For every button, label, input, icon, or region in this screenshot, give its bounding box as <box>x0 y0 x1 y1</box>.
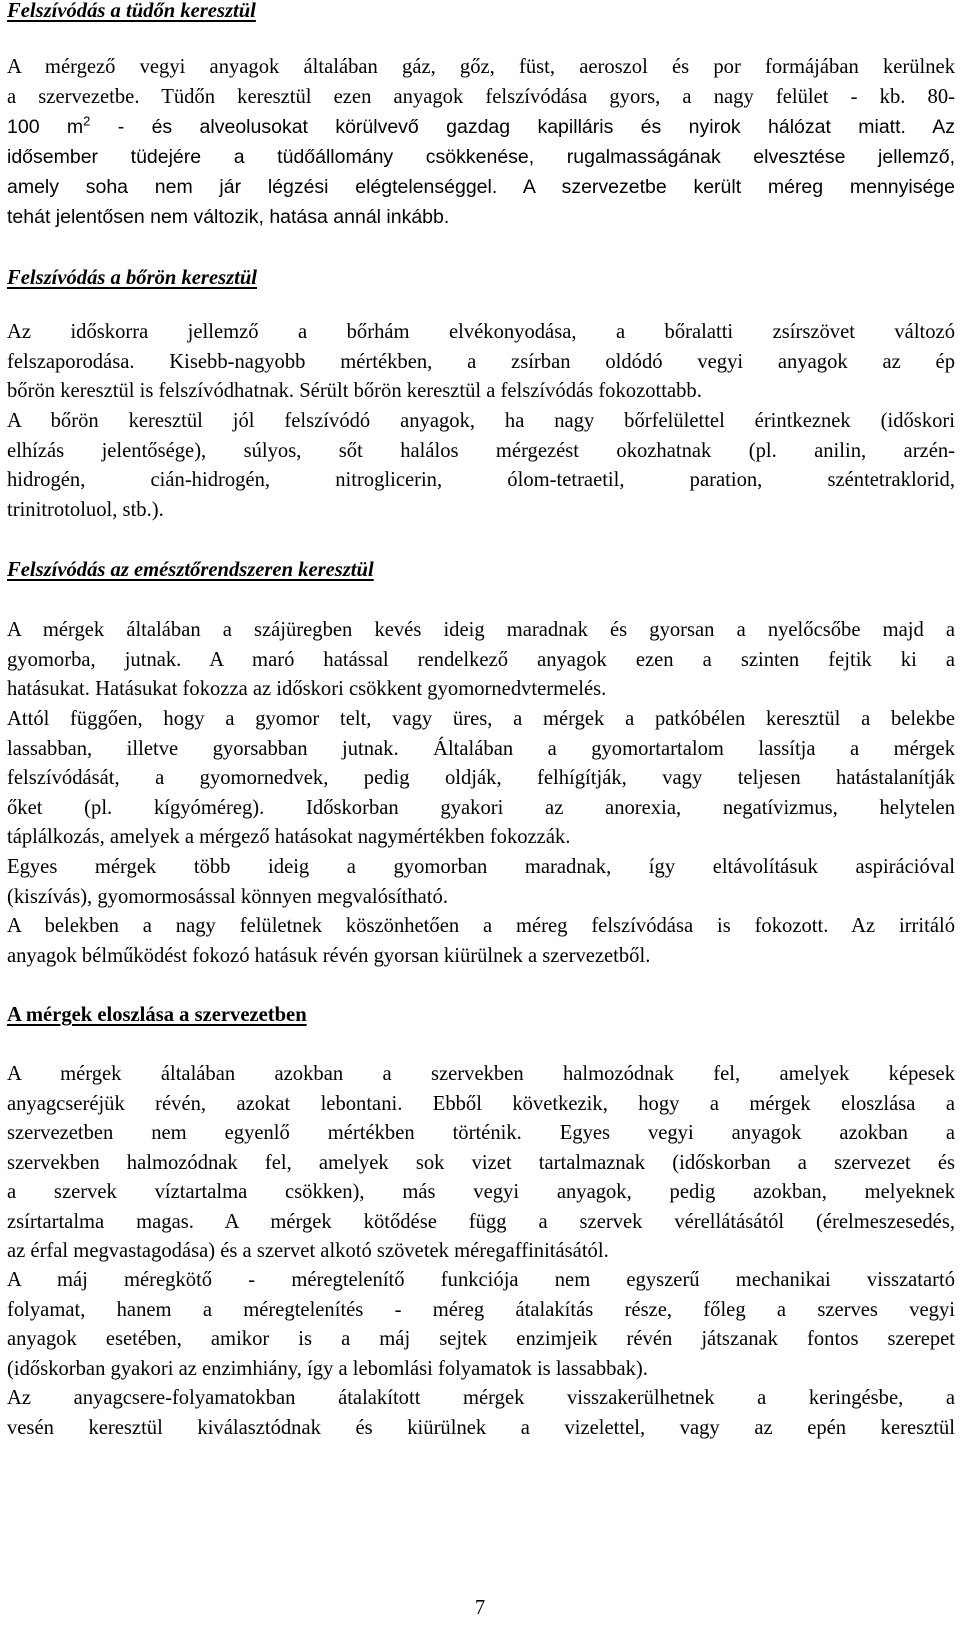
text-line: hidrogén, cián-hidrogén, nitroglicerin, ólom-tetraetil, paration, széntetraklorid, <box>7 469 955 491</box>
page-number: 7 <box>474 1597 486 1619</box>
paragraph-distribution-1 <box>7 1060 955 1267</box>
text-line: szervezetben nem egyenlő mértékben történik. Egyes vegyi anyagok azokban a <box>7 1122 955 1144</box>
text-line: vesén keresztül kiválasztódnak és kiürülnek a vizelettel, vagy az epén keresztül <box>7 1416 955 1439</box>
section-heading-skin: Felszívódás a bőrön keresztül <box>7 267 258 289</box>
text-line: felszaporodása. Kisebb-nagyobb mértékben, a zsírban oldódó vegyi anyagok az ép <box>7 350 955 373</box>
text-line: anyagok bélműködést fokozó hatásuk révén gyorsan kiürülnek a szervezetből. <box>7 944 651 967</box>
paragraph-digestive-3 <box>7 853 955 912</box>
text-line: tehát jelentősen nem változik, hatása annál inkább. <box>7 206 450 228</box>
text-line: folyamat, hanem a méregtelenítés - méreg átalakítás része, főleg a szerves vegyi <box>7 1298 955 1321</box>
text-line: Egyes mérgek több ideig a gyomorban maradnak, így eltávolításuk aspirációval <box>7 856 955 878</box>
text-line <box>7 112 955 142</box>
text-line: A belekben a nagy felületnek köszönhetően a méreg felszívódása is fokozott. Az irritáló <box>7 915 955 937</box>
section-heading-lung: Felszívódás a tüdőn keresztül <box>7 0 256 22</box>
paragraph-skin-1 <box>7 318 955 407</box>
text-line: a szervezetbe. Tüdőn keresztül ezen anyagok felszívódása gyors, a nagy felület - kb. 80- <box>7 86 955 108</box>
text-line: elhízás jelentősége), súlyos, sőt halálos mérgezést okozhatnak (pl. anilin, arzén- <box>7 439 955 462</box>
text-line: szervekben halmozódnak fel, amelyek sok vizet tartalmaznak (időskorban a szervezet és <box>7 1151 955 1174</box>
text-line: felszívódását, a gyomornedvek, pedig oldják, felhígítják, vagy teljesen hatástalanítják <box>7 767 955 789</box>
text-line: Az időskorra jellemző a bőrhám elvékonyodása, a bőralatti zsírszövet változó <box>7 321 955 343</box>
superscript: 2 <box>83 113 91 129</box>
text-line: az érfal megvastagodása) és a szervet alkotó szövetek méregaffinitásától. <box>7 1240 609 1262</box>
paragraph-distribution-2 <box>7 1266 955 1384</box>
paragraph-lung <box>7 52 955 232</box>
text-line: hatásukat. Hatásukat fokozza az időskori csökkent gyomornedvtermelés. <box>7 678 607 700</box>
text-line: táplálkozás, amelyek a mérgező hatásokat nagymértékben fokozzák. <box>7 826 571 848</box>
paragraph-digestive-4 <box>7 912 955 971</box>
text-line: zsírtartalma magas. A mérgek kötődése függ a szervek vérellátásától (érelmeszesedés, <box>7 1210 955 1233</box>
text-line: A mérgező vegyi anyagok általában gáz, gőz, füst, aeroszol és por formájában kerülnek <box>7 56 955 78</box>
text-line: lassabban, illetve gyorsabban jutnak. Általában a gyomortartalom lassítja a mérgek <box>7 737 955 760</box>
text-line: A mérgek általában a szájüregben kevés ideig maradnak és gyorsan a nyelőcsőbe majd a <box>7 619 955 641</box>
section-heading-distribution: A mérgek eloszlása a szervezetben <box>7 1004 307 1026</box>
text-line: trinitrotoluol, stb.). <box>7 498 164 521</box>
paragraph-distribution-3 <box>7 1384 955 1443</box>
paragraph-skin-2 <box>7 407 955 525</box>
text-line: gyomorba, jutnak. A maró hatással rendelkező anyagok ezen a szinten fejtik ki a <box>7 648 955 671</box>
text-line: anyagok esetében, amikor is a máj sejtek enzimjeik révén játszanak fontos szerepet <box>7 1328 955 1350</box>
text-fragment: - és alveolusokat körülvevő gazdag kapilláris és nyirok hálózat miatt. Az <box>90 116 955 138</box>
text-line: bőrön keresztül is felszívódhatnak. Sérült bőrön keresztül a felszívódás fokozottabb. <box>7 380 702 402</box>
section-heading-digestive: Felszívódás az emésztőrendszeren keresztül <box>7 559 374 581</box>
text-line: Az anyagcsere-folyamatokban átalakított mérgek visszakerülhetnek a keringésbe, a <box>7 1387 955 1409</box>
text-line: őket (pl. kígyóméreg). Időskorban gyakori az anorexia, negatívizmus, helytelen <box>7 796 955 819</box>
text-line: Attól függően, hogy a gyomor telt, vagy üres, a mérgek a patkóbélen keresztül a belekbe <box>7 708 955 730</box>
text-line: a szervek víztartalma csökken), más vegyi anyagok, pedig azokban, melyeknek <box>7 1181 955 1203</box>
paragraph-digestive-2 <box>7 705 955 853</box>
text-line: A bőrön keresztül jól felszívódó anyagok, ha nagy bőrfelülettel érintkeznek (időskori <box>7 410 955 432</box>
text-line: (időskorban gyakori az enzimhiány, így a lebomlási folyamatok is lassabbak). <box>7 1357 648 1380</box>
paragraph-digestive-1 <box>7 616 955 705</box>
text-fragment: 100 m <box>7 116 84 138</box>
text-line: amely soha nem jár légzési elégtelenséggel. A szervezetbe került méreg mennyisége <box>7 176 955 198</box>
text-line: idősember tüdejére a tüdőállomány csökkenése, rugalmasságának elvesztése jellemző, <box>7 146 955 168</box>
text-line: anyagcseréjük révén, azokat lebontani. Ebből következik, hogy a mérgek eloszlása a <box>7 1092 955 1115</box>
text-line: A máj méregkötő - méregtelenítő funkciója nem egyszerű mechanikai visszatartó <box>7 1269 955 1291</box>
text-line: (kiszívás), gyomormosással könnyen megvalósítható. <box>7 885 448 908</box>
text-line: A mérgek általában azokban a szervekben halmozódnak fel, amelyek képesek <box>7 1063 955 1085</box>
